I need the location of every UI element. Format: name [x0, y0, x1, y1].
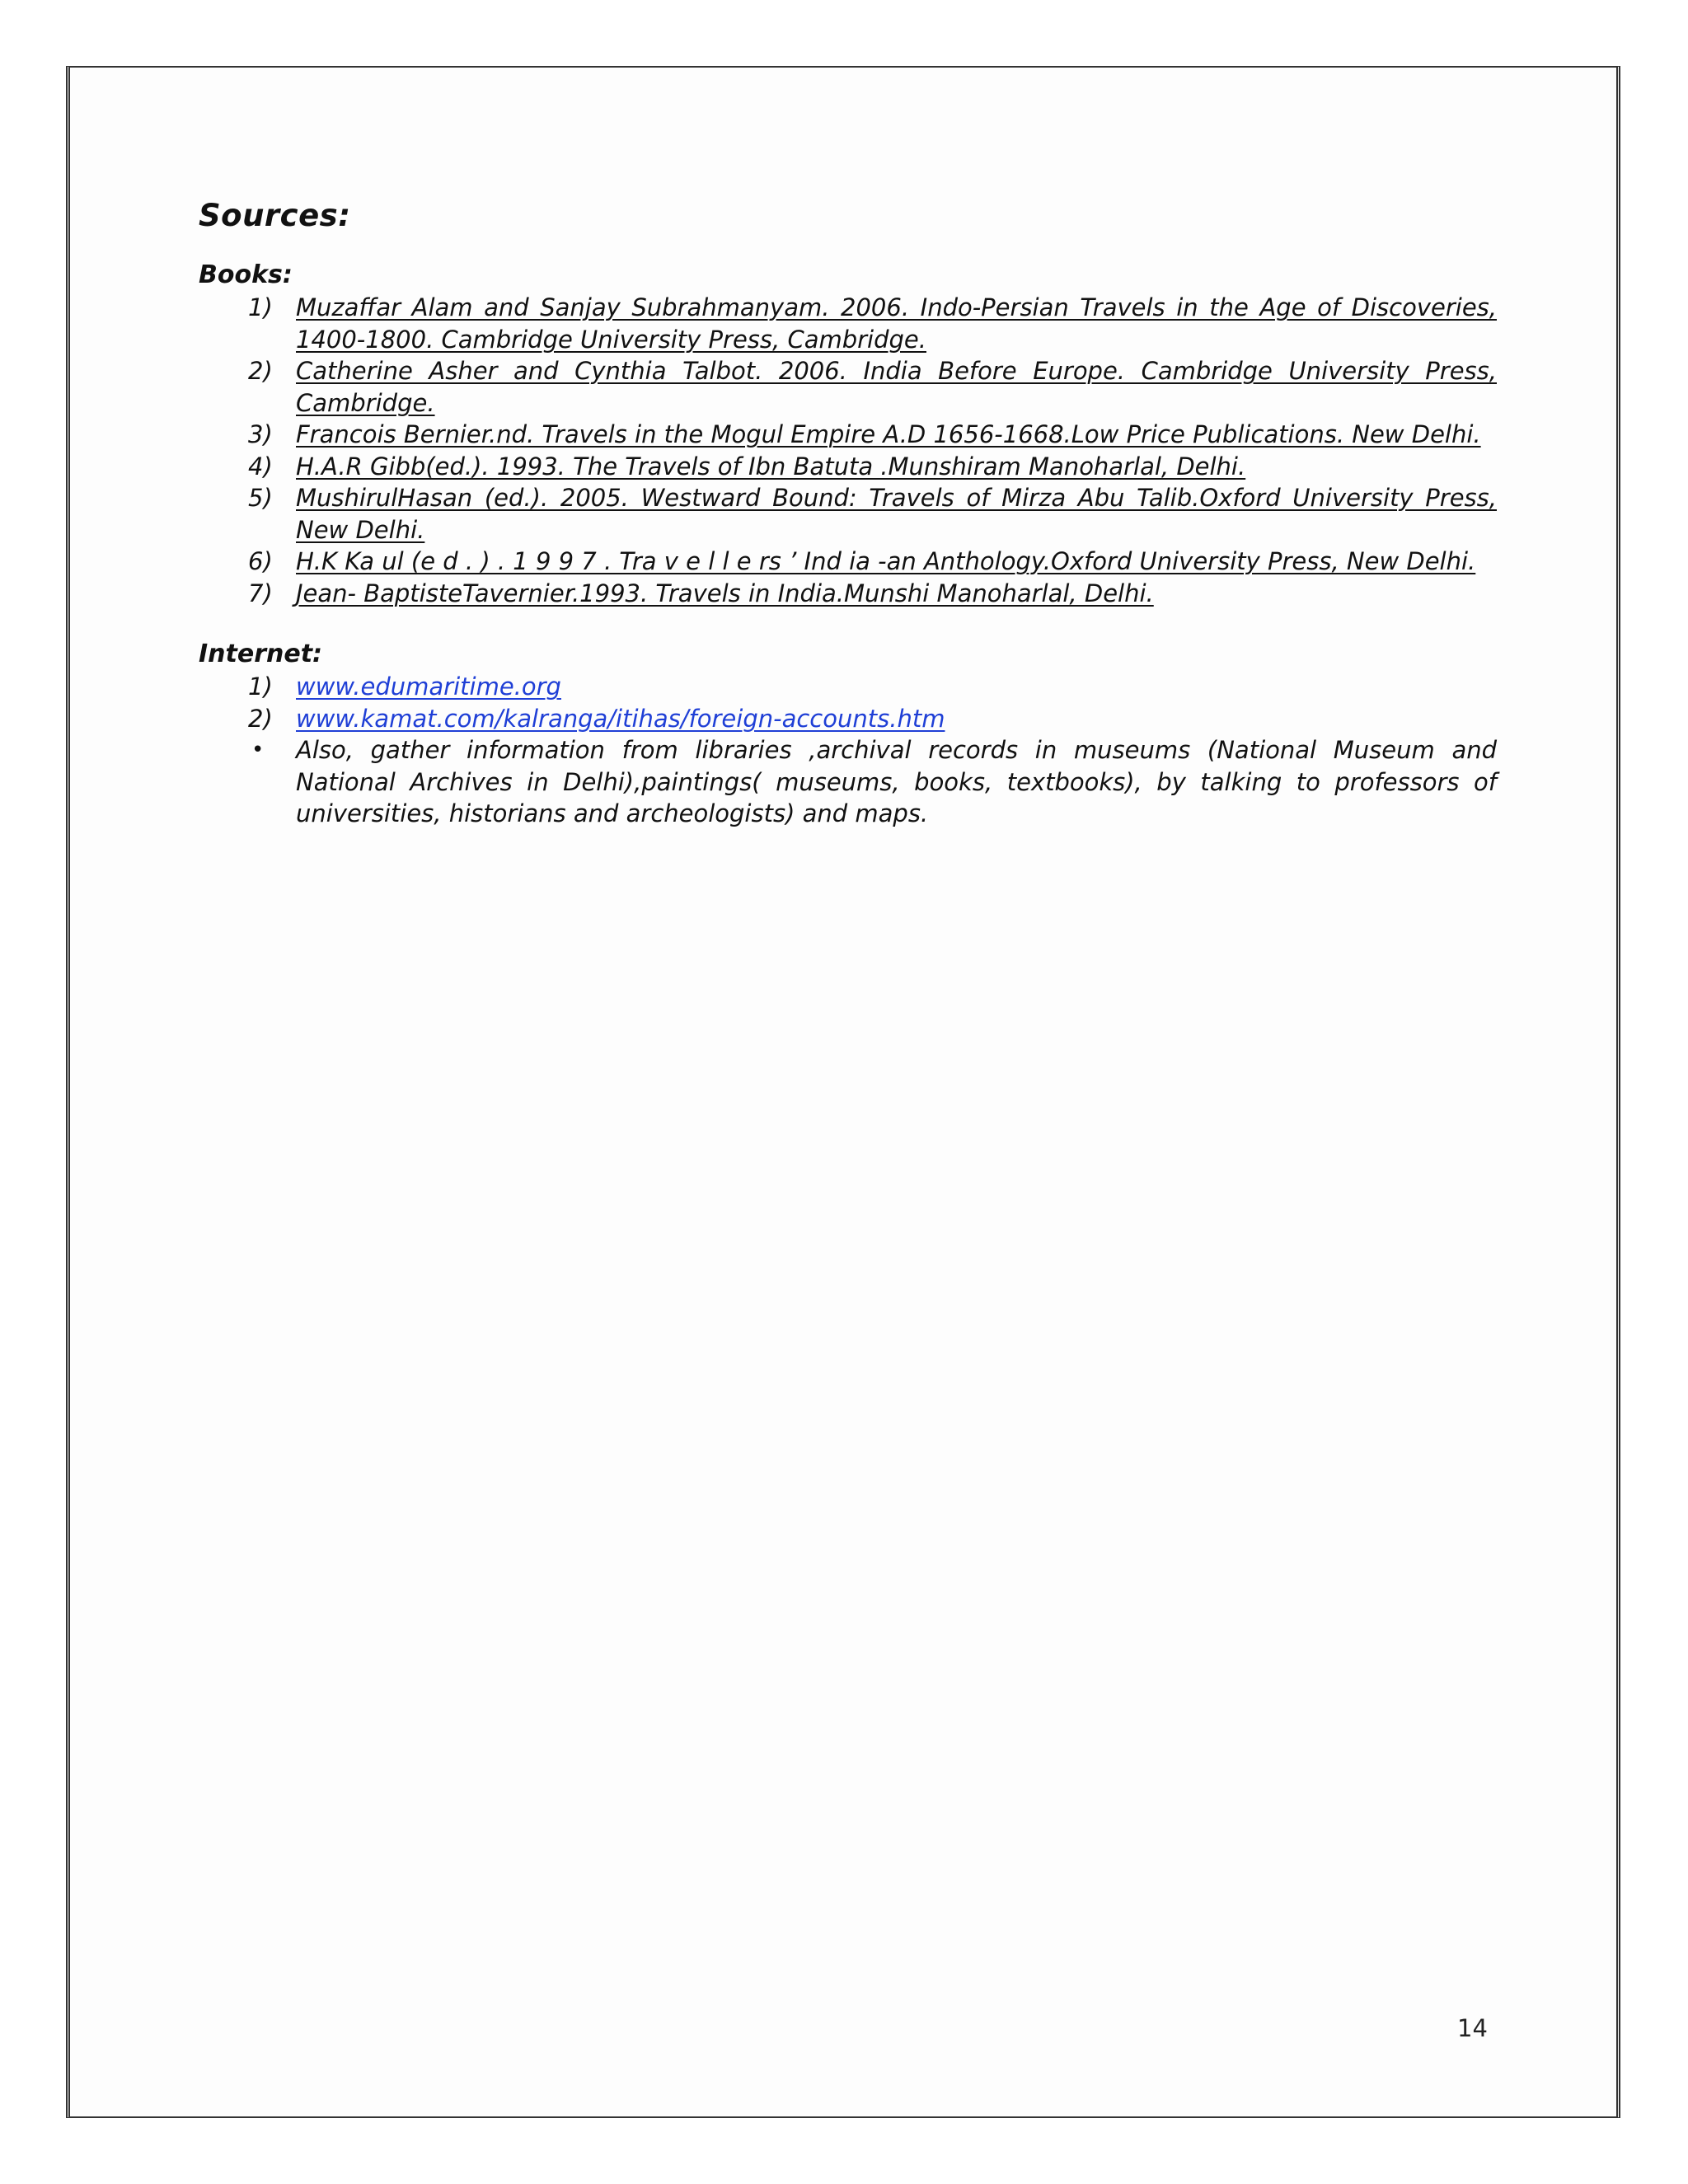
item-number: 2): [248, 704, 273, 733]
item-number: 6): [248, 547, 273, 575]
book-reference: H.K Ka ul (e d . ) . 1 9 9 7 . Tra v e l l e rs ’ Ind ia -an Anthology.Oxford University Press, New Delhi.: [296, 547, 1476, 575]
book-reference: Muzaffar Alam and Sanjay Subrahmanyam. 2006. Indo-Persian Travels in the Age of Discoveries, 1400-1800. Cambridge University Press, Cambridge.: [296, 293, 1497, 354]
list-item: [199, 546, 1497, 578]
item-number: 2): [248, 357, 273, 385]
item-number: 1): [248, 293, 273, 321]
list-item: [199, 292, 1497, 355]
item-number: 1): [248, 673, 273, 701]
list-item: [199, 734, 1497, 830]
page-title: Sources:: [199, 198, 351, 233]
item-number: 4): [248, 452, 273, 480]
book-reference: Catherine Asher and Cynthia Talbot. 2006. India Before Europe. Cambridge University Press, Cambridge.: [296, 357, 1497, 417]
kamat-foreign-accounts-link[interactable]: www.kamat.com/kalranga/itihas/foreign-accounts.htm: [296, 704, 945, 733]
books-list: [199, 292, 1497, 609]
internet-heading: Internet:: [199, 640, 323, 668]
list-item: [199, 419, 1497, 451]
item-number: 7): [248, 579, 273, 607]
list-item: [199, 482, 1497, 546]
document-body: [199, 191, 1497, 830]
book-reference: H.A.R Gibb(ed.). 1993. The Travels of Ibn Batuta .Munshiram Manoharlal, Delhi.: [296, 452, 1246, 480]
edumaritime-link[interactable]: www.edumaritime.org: [296, 673, 561, 701]
item-number: 5): [248, 484, 273, 512]
list-item: [199, 703, 1497, 735]
bullet-text: Also, gather information from libraries ,archival records in museums (National Museum and National Archives in Delhi),paintings( museums, books, textbooks), by talking to professors of universities, historians and archeologists) and maps.: [296, 736, 1497, 827]
book-reference: Jean- BaptisteTavernier.1993. Travels in India.Munshi Manoharlal, Delhi.: [296, 579, 1154, 607]
book-reference: Francois Bernier.nd. Travels in the Mogul Empire A.D 1656-1668.Low Price Publications. New Delhi.: [296, 420, 1481, 448]
internet-list: [199, 671, 1497, 830]
list-item: [199, 671, 1497, 703]
item-number: 3): [248, 420, 273, 448]
list-item: [199, 451, 1497, 483]
section-spacer: [199, 609, 1497, 638]
books-heading: Books:: [199, 260, 293, 289]
list-item: [199, 355, 1497, 419]
page-number: 14: [1457, 2014, 1488, 2042]
bullet-icon: •: [251, 738, 265, 762]
book-reference: MushirulHasan (ed.). 2005. Westward Bound: Travels of Mirza Abu Talib.Oxford University Press, New Delhi.: [296, 484, 1497, 544]
list-item: [199, 578, 1497, 610]
